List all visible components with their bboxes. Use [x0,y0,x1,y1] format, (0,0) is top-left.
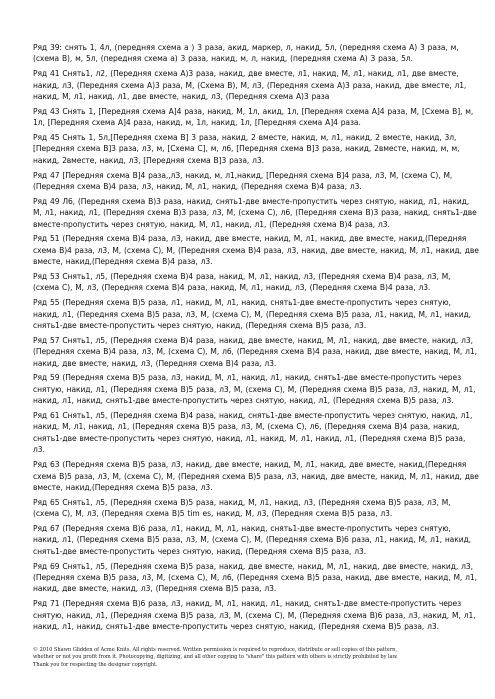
pattern-row: Ряд 51 (Передняя схема В)4 раза, л3, накид, две вместе, накид, М, л1, накид, две вместе, накид,(Передняя схема В)4 раза, л3, М, (схема С), М, (Передняя схема В)4 раза, л3, накид, две вместе, накид, М, л1, накид, две вместе, накид,(Передняя схема В)4 раза, л3. [33,234,479,267]
pattern-row: Ряд 71 (Передняя схема В)6 раза, л3, накид, М, л1, накид, л1, накид, снять1-две вместе-пропустить через снятую, накид, л1, (Передняя схема В)5 раза, л3, М, (схема С), М, (Передняя схема В)6 раза, л3, накид, М, л1, накид, л1, накид, снять1-две вместе-пропустить через снятую, накид, (Передняя схема В)5 раза, л3. [33,599,476,631]
copyright-footer [33,647,479,669]
copyright-line: Thank you for respecting the designer copyright. [33,661,158,668]
pattern-row: Ряд 45 Снять 1, 5л,[Передняя схема В] 3 раза, накид, 2 вместе, накид, м, л1, накид, 2 вместе, накид, 3л, [Передняя схема В]3 раза, л3, м, [Схема С], м, л6, [Передняя схема В]3 раза, накид, 2вместе, накид, м, м, накид, 2вместе, накид, л3, [Передняя схема В]3 раза, л3. [33,133,460,165]
pattern-rows [33,42,479,636]
pattern-row: Ряд 55 (Передняя схема В)5 раза, л1, накид, М, л1, накид, снять1-две вместе-пропустить через снятую, накид, л1, (Передняя схема В)5 раза, л3, М, (схема С), М, (Передняя схема В)5 раза, л1, накид, М, л1, накид, снять1-две вместе-пропустить через снятую, накид, (Передняя схема В)5 раза, л3. [33,298,471,331]
pattern-row: Ряд 59 (Передняя схема В)5 раза, л3, накид, М, л1, накид, л1, накид, снять1-две вместе-пропустить через снятую, накид, л1, (Передняя схема В)5 раза, л3, М, (схема С), М, (Передняя схема В)5 раза, л3, накид, М, л1, накид, л1, накид, снять1-две вместе-пропустить через снятую, накид, л1, (Передняя схема В)5 раза, л3. [33,373,476,406]
copyright-line: © 2010 Shawn Glidden of Acme Knits. All rights reserved. Written permission is required to reproduce, distribute or sell copies of this pattern, [33,647,397,653]
pattern-row: Ряд 63 (Передняя схема В)5 раза, л3, накид, две вместе, накид, М, л1, накид, две вместе, накид,(Передняя схема В)5 раза, л3, М, (схема С), М, (Передняя схема В)5 раза, л3, накид, две вместе, накид, М, л1, накид, две вместе, накид,(Передняя схема В)5 раза, л3. [33,460,479,492]
copyright-line: whether or not you profit from it. Photocopying, digitizing, and all other copying to "share" this pattern with others is strictly prohibited by law. [33,654,398,661]
pattern-row: Ряд 39: снять 1, 4л, (передняя схема а ) 3 раза, акид, маркер, л, накид, 5л, (передняя схема А) 3 раза, м, (схема В), м, 5л, (передняя схема а) 3 раза, накид, м, л, накид, (передняя схема А) 3 раза, 5л. [33,43,459,64]
pattern-row: Ряд 47 [Передняя схема В]4 раза,,лЗ, накид, м, л1,накид, [Передняя схема В]4 раза, л3, М, (схема С), М, (Передняя схема В)4 раза, л3, накид, М, л1, накид, (Передняя схема В)4 раза, л3. [33,170,453,192]
pattern-row: Ряд 61 Снять1, л5, (Передняя схема В)4 раза, накид, снять1-две вместе-пропустить через снятую, накид, л1, накид, М, л1, накид, л1, (Передняя схема В)5 раза, л3, М, (схема С), л6, (Передняя схема В)4 раза, накид, снять1-две вместе-пропустить через снятую, накид, л1, накид, М, л1, накид, л1, (Передняя схема В)5 раза, л3. [33,411,473,455]
pattern-row: Ряд 49 Л6, (Передняя схема В)3 раза, накид, снять1-две вместе-пропустить через снятую, накид, л1, накид, М, л1, накид, л1, (Передняя схема В)3 раза, л3, М, (схема С), л6, (Передняя схема В)3 раза, накид, снять1-две вместе-пропустить через снятую, накид, М, л1, накид, л1, (Передняя схема В)4 раза, л3. [33,196,477,229]
pattern-row: Ряд 67 (Передняя схема В)6 раза, л1, накид, М, л1, накид, снять1-две вместе-пропустить через снятую, накид, л1, (Передняя схема В)5 раза, л3, М, (схема С), М, (Передняя схема В)6 раза, л1, накид, М, л1, накид, снять1-две вместе-пропустить через снятую, накид, (Передняя схема В)5 раза, л3. [33,523,471,556]
pattern-row: Ряд 57 Снять1, л5, (Передняя схема В)4 раза, накид, две вместе, накид, М, л1, накид, две вместе, накид, л3, (Передняя схема В)4 раза, л3, М, (схема С), М, л6, (Передняя схема В)4 раза, накид, две вместе, накид, М, л1, накид, две вместе, накид, л3, (Передняя схема В)4 раза, л3. [33,335,477,368]
pattern-row: Ряд 43 Снять 1, [Передняя схема А]4 раза, накид, М, 1л, акид, 1л, [Передняя схема А]4 раза, М, [Схема В], м, 1л, [Передняя схема А]4 раза, накид, м, 1л, накид, 1л, [Передняя схема А]4 раза. [33,106,474,128]
pattern-row: Ряд 65 Снять1, л5, (Передняя схема В)5 раза, накид, М, л1, накид, л3, (Передняя схема В)5 раза, л3, М, (схема С), М, л3, (Передняя схема В)5 tim es, накид, М, л3, (Передняя схема В)5 раза, л3. [33,497,451,519]
pattern-row: Ряд 41 Снять1, л2, (Передняя схема А)3 раза, накид, две вместе, л1, накид, М, л1, накид, л1, две вместе, накид, л3, (Передняя схема А)3 раза, М, (Схема В), М, л3, (Передняя схема А)3 раза, накид, две вместе, л1, накид, М, л1, накид, л1, две вместе, накид, л3, (Передняя схема А)3 раза [33,69,467,102]
pattern-row: Ряд 53 Снять1, л5, (Передняя схема В)4 раза, накид, М, л1, накид, л3, (Передняя схема В)4 раза, л3, М, (схема С), М, л3, (Передняя схема В)4 раза, накид, М, л1, накид, л3, (Передняя схема В)4 раза, л3. [33,272,451,293]
pattern-row: Ряд 69 Снять1, л5, (Передняя схема В)5 раза, накид, две вместе, накид, М, л1, накид, две вместе, накид, л3, (Передняя схема В)5 раза, л3, М, (схема С), М, л6, (Передняя схема В)5 раза, накид, две вместе, накид, М, л1, накид, две вместе, накид, л3, (Передняя схема В)5 раза, л3. [33,561,477,594]
